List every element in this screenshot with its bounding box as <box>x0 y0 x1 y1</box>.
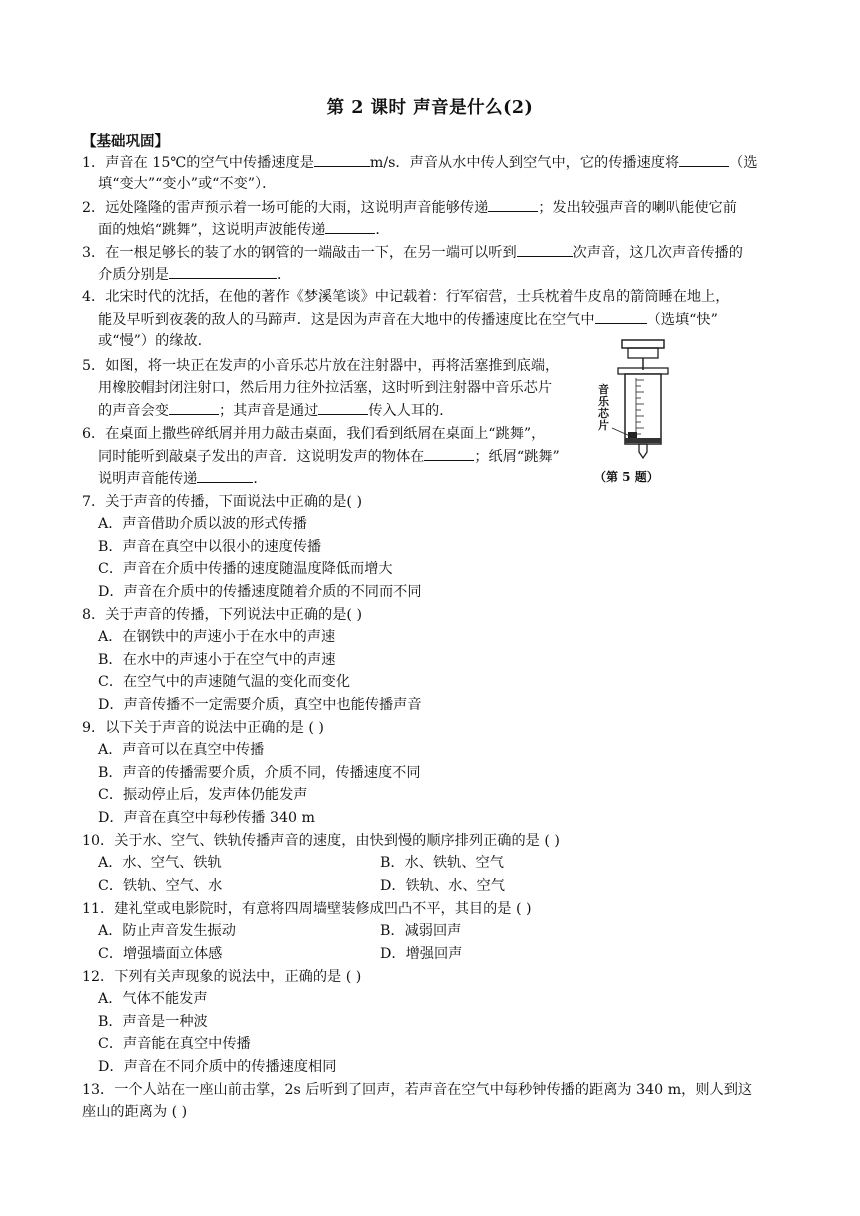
question-12-option-d[interactable]: D．声音在不同介质中的传播速度相同 <box>98 1059 337 1075</box>
question-8-stem: 8．关于声音的传播，下列说法中正确的是( ) <box>82 607 362 623</box>
question-8-option-a[interactable]: A．在钢铁中的声速小于在水中的声速 <box>98 629 336 645</box>
question-4-line-2: 能及早听到夜袭的敌人的马蹄声．这是因为声音在大地中的传播速度比在空气中 （选填“快” <box>98 309 718 330</box>
answer-blank[interactable] <box>595 309 647 324</box>
answer-blank[interactable] <box>197 468 253 483</box>
question-9-option-c[interactable]: C．振动停止后，发声体仍能发声 <box>98 787 308 803</box>
question-7-option-c[interactable]: C．声音在介质中传播的速度随温度降低而增大 <box>98 561 393 577</box>
chip-label: 音乐芯片 <box>598 383 609 432</box>
question-2-line-1: 2．远处隆隆的雷声预示着一场可能的大雨，这说明声音能够传递 ；发出较强声音的喇叭能使它前 <box>82 197 737 218</box>
question-13-line-2: 座山的距离为 ( ) <box>82 1104 188 1120</box>
question-11-stem: 11．建礼堂或电影院时，有意将四周墙壁装修成凹凸不平，其目的是 ( ) <box>82 901 532 917</box>
question-2-line-2: 面的烛焰“跳舞”，这说明声波能传递 ． <box>98 219 390 240</box>
question-9-stem: 9．以下关于声音的说法中正确的是 ( ) <box>82 720 324 736</box>
answer-blank[interactable] <box>679 152 729 167</box>
answer-blank[interactable] <box>424 446 474 461</box>
question-5-line-1: 5．如图，将一块正在发声的小音乐芯片放在注射器中，再将活塞推到底端， <box>82 358 560 374</box>
question-9-option-a[interactable]: A．声音可以在真空中传播 <box>98 742 265 758</box>
section-heading: 【基础巩固】 <box>82 133 169 150</box>
question-6-line-2: 同时能听到敲桌子发出的声音．这说明发声的物体在 ；纸屑“跳舞” <box>98 446 560 467</box>
answer-blank[interactable] <box>169 264 277 279</box>
question-11-option-c[interactable]: C．增强墙面立体感 <box>98 946 223 962</box>
question-12-stem: 12．下列有关声现象的说法中，正确的是 ( ) <box>82 969 362 985</box>
answer-blank[interactable] <box>488 197 538 212</box>
question-13-line-1: 13．一个人站在一座山前击掌，2s 后听到了回声，若声音在空气中每秒钟传播的距离为 340 m，则人到这 <box>82 1082 753 1098</box>
answer-blank[interactable] <box>517 242 573 257</box>
question-1-line-1: 1．声音在 15℃的空气中传播速度是 m/s．声音从水中传人到空气中，它的传播速度将 （选 <box>82 152 758 173</box>
question-11-option-a[interactable]: A．防止声音发生振动 <box>98 923 236 939</box>
question-8-option-b[interactable]: B．在水中的声速小于在空气中的声速 <box>98 652 336 668</box>
page-title: 第 2 课时 声音是什么(2) <box>326 98 534 118</box>
question-4-line-3: 或“慢”）的缘故． <box>98 333 212 349</box>
question-9-option-d[interactable]: D．声音在真空中每秒传播 340 m <box>98 810 315 826</box>
figure-caption: （第 5 题） <box>594 470 659 484</box>
question-3-line-2: 介质分别是 ． <box>98 264 291 285</box>
question-4-line-1: 4．北宋时代的沈括，在他的著作《梦溪笔谈》中记载着：行军宿营，士兵枕着牛皮帛的箭筒睡在地上， <box>82 289 730 305</box>
answer-blank[interactable] <box>314 152 370 167</box>
question-6-line-3: 说明声音能传递 ． <box>98 468 268 489</box>
question-12-option-a[interactable]: A．气体不能发声 <box>98 991 208 1007</box>
question-12-option-b[interactable]: B．声音是一种波 <box>98 1014 208 1030</box>
question-10-stem: 10．关于水、空气、铁轨传播声音的速度，由快到慢的顺序排列正确的是 ( ) <box>82 833 560 849</box>
question-7-option-a[interactable]: A．声音借助介质以波的形式传播 <box>98 516 307 532</box>
answer-blank[interactable] <box>318 400 368 415</box>
question-10-option-a[interactable]: A．水、空气、铁轨 <box>98 855 222 871</box>
question-5-line-3: 的声音会变 ；其声音是通过 传入人耳的． <box>98 400 453 421</box>
question-11-option-d[interactable]: D．增强回声 <box>380 946 463 962</box>
syringe-figure <box>592 338 672 488</box>
question-1-line-2: 填“变大”“变小”或“不变”）． <box>98 176 277 192</box>
question-11-option-b[interactable]: B．减弱回声 <box>380 923 462 939</box>
question-12-option-c[interactable]: C．声音能在真空中传播 <box>98 1036 251 1052</box>
answer-blank[interactable] <box>169 400 219 415</box>
answer-blank[interactable] <box>325 219 375 234</box>
question-7-option-b[interactable]: B．声音在真空中以很小的速度传播 <box>98 539 322 555</box>
question-10-option-c[interactable]: C．铁轨、空气、水 <box>98 878 223 894</box>
question-9-option-b[interactable]: B．声音的传播需要介质，介质不同，传播速度不同 <box>98 765 421 781</box>
question-5-line-2: 用橡胶帽封闭注射口，然后用力往外拉活塞，这时听到注射器中音乐芯片 <box>98 380 553 396</box>
question-7-stem: 7．关于声音的传播，下面说法中正确的是( ) <box>82 494 362 510</box>
question-6-line-1: 6．在桌面上撒些碎纸屑并用力敲击桌面，我们看到纸屑在桌面上“跳舞”， <box>82 426 546 442</box>
question-8-option-d[interactable]: D．声音传播不一定需要介质，真空中也能传播声音 <box>98 697 422 713</box>
question-7-option-d[interactable]: D．声音在介质中的传播速度随着介质的不同而不同 <box>98 584 422 600</box>
question-3-line-1: 3．在一根足够长的装了水的钢管的一端敲击一下，在另一端可以听到 次声音，这几次声音传播的 <box>82 242 743 263</box>
question-10-option-d[interactable]: D．铁轨、水、空气 <box>380 878 505 894</box>
question-10-option-b[interactable]: B．水、铁轨、空气 <box>380 855 504 871</box>
question-8-option-c[interactable]: C．在空气中的声速随气温的变化而变化 <box>98 674 351 690</box>
